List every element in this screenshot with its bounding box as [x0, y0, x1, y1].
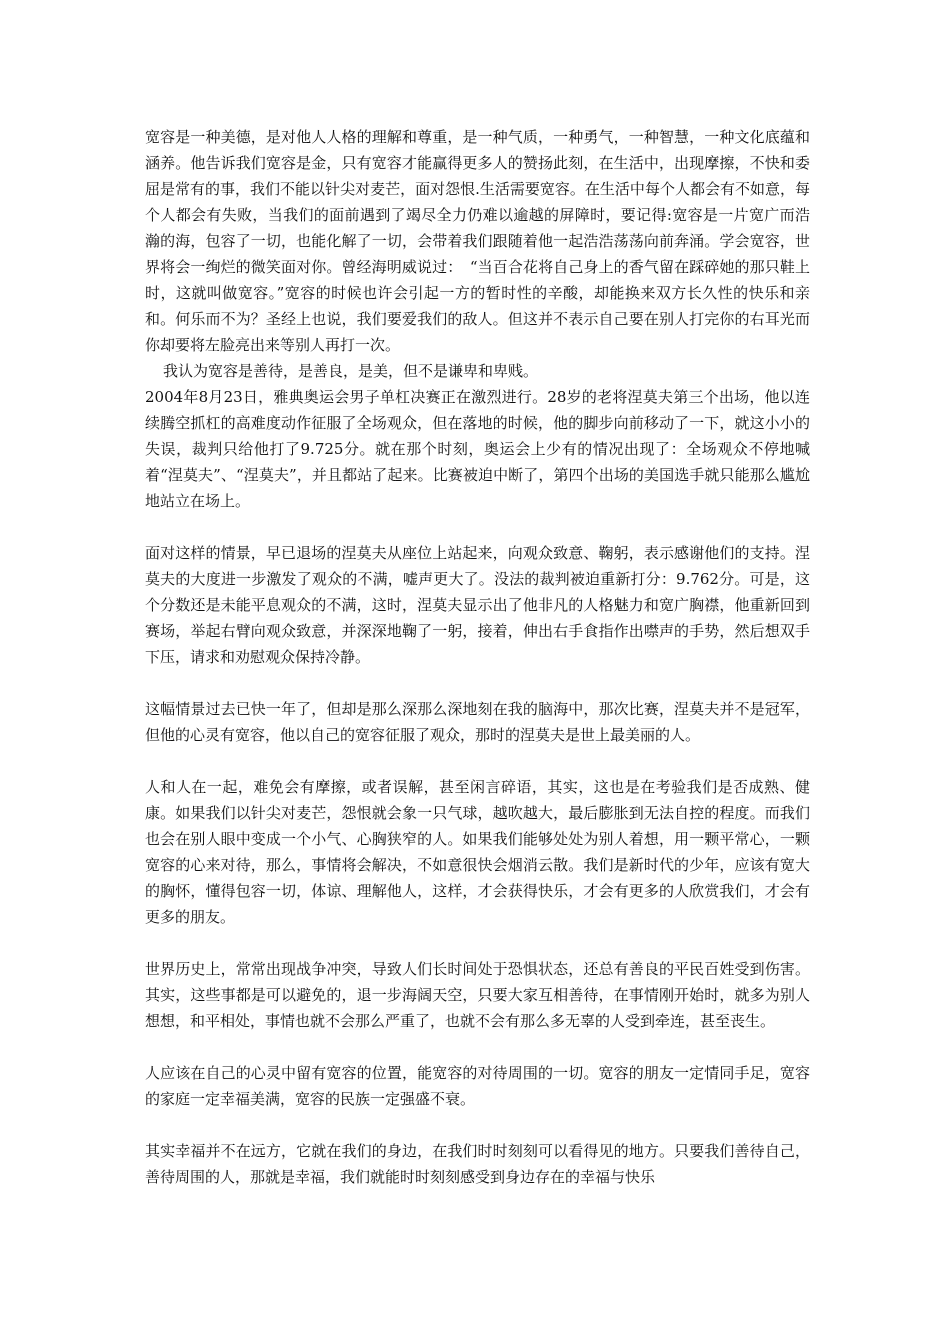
paragraph-history: 世界历史上，常常出现战争冲突，导致人们长时间处于恐惧状态，还总有善良的平民百姓受到伤害。其实，这些事都是可以避免的，退一步海阔天空，只要大家互相善待，在事情刚开始时，就多为别人想想，和平相处，事情也就不会那么严重了，也就不会有那么多无辜的人受到牵连，甚至丧生。	[145, 960, 810, 1030]
paragraph-nemov-response: 面对这样的情景，早已退场的涅莫夫从座位上站起来，向观众致意、鞠躬，表示感谢他们的支持。涅莫夫的大度进一步激发了观众的不满，嘘声更大了。没法的裁判被迫重新打分：9.762分。可是，这个分数还是未能平息观众的不满，这时，涅莫夫显示出了他非凡的人格魅力和宽广胸襟，他重新回到赛场，举起右臂向观众致意，并深深地鞠了一躬，接着，伸出右手食指作出噤声的手势，然后想双手下压，请求和劝慰观众保持冷静。	[145, 544, 810, 666]
paragraph-intro: 宽容是一种美德，是对他人人格的理解和尊重，是一种气质，一种勇气，一种智慧，一种文化底蕴和涵养。他告诉我们宽容是金，只有宽容才能赢得更多人的赞扬此刻，在生活中，出现摩擦，不快和委屈是常有的事，我们不能以针尖对麦芒，面对怨恨.生活需要宽容。在生活中每个人都会有不如意，每个人都会有失败，当我们的面前遇到了竭尽全力仍难以逾越的屏障时，要记得:宽容是一片宽广而浩瀚的海，包容了一切，也能化解了一切，会带着我们跟随着他一起浩浩荡荡向前奔涌。学会宽容，世界将会一绚烂的微笑面对你。曾经海明威说过： “当百合花将自己身上的香气留在踩碎她的那只鞋上时，这就叫做宽容。”宽容的时候也许会引起一方的暂时性的辛酸，却能换来双方长久性的快乐和亲和。何乐而不为？圣经上也说，我们要爱我们的敌人。但这并不表示自己要在别人打完你的右耳光而你却要将左脸亮出来等别人再打一次。	[145, 128, 810, 354]
paragraph-people: 人和人在一起，难免会有摩擦，或者误解，甚至闲言碎语，其实，这也是在考验我们是否成熟、健康。如果我们以针尖对麦芒，怨恨就会象一只气球，越吹越大，最后膨胀到无法自控的程度。而我们也会在别人眼中变成一个小气、心胸狭窄的人。如果我们能够处处为别人着想，用一颗平常心，一颗宽容的心来对待，那么，事情将会解决，不如意很快会烟消云散。我们是新时代的少年，应该有宽大的胸怀，懂得包容一切，体谅、理解他人，这样，才会获得快乐，才会有更多的人欣赏我们，才会有更多的朋友。	[145, 778, 810, 926]
paragraph-heart: 人应该在自己的心灵中留有宽容的位置，能宽容的对待周围的一切。宽容的朋友一定情同手足，宽容的家庭一定幸福美满，宽容的民族一定强盛不衰。	[145, 1064, 810, 1108]
paragraph-thesis: 我认为宽容是善待，是善良，是美，但不是谦卑和卑贱。	[163, 362, 539, 380]
paragraph-memory: 这幅情景过去已快一年了，但却是那么深那么深地刻在我的脑海中，那次比赛，涅莫夫并不是冠军，但他的心灵有宽容，他以自己的宽容征服了观众，那时的涅莫夫是世上最美丽的人。	[145, 700, 810, 744]
paragraph-happiness: 其实幸福并不在远方，它就在我们的身边，在我们时时刻刻可以看得见的地方。只要我们善待自己，善待周围的人，那就是幸福，我们就能时时刻刻感受到身边存在的幸福与快乐	[145, 1142, 810, 1186]
document-body	[145, 124, 810, 1190]
paragraph-olympics: 2004年8月23日，雅典奥运会男子单杠决赛正在激烈进行。28岁的老将涅莫夫第三个出场，他以连续腾空抓杠的高难度动作征服了全场观众，但在落地的时候，他的脚步向前移动了一下，就这小小的失误，裁判只给他打了9.725分。就在那个时刻，奥运会上少有的情况出现了：全场观众不停地喊着“涅莫夫”、“涅莫夫”，并且都站了起来。比赛被迫中断了，第四个出场的美国选手就只能那么尴尬地站立在场上。	[145, 388, 810, 510]
